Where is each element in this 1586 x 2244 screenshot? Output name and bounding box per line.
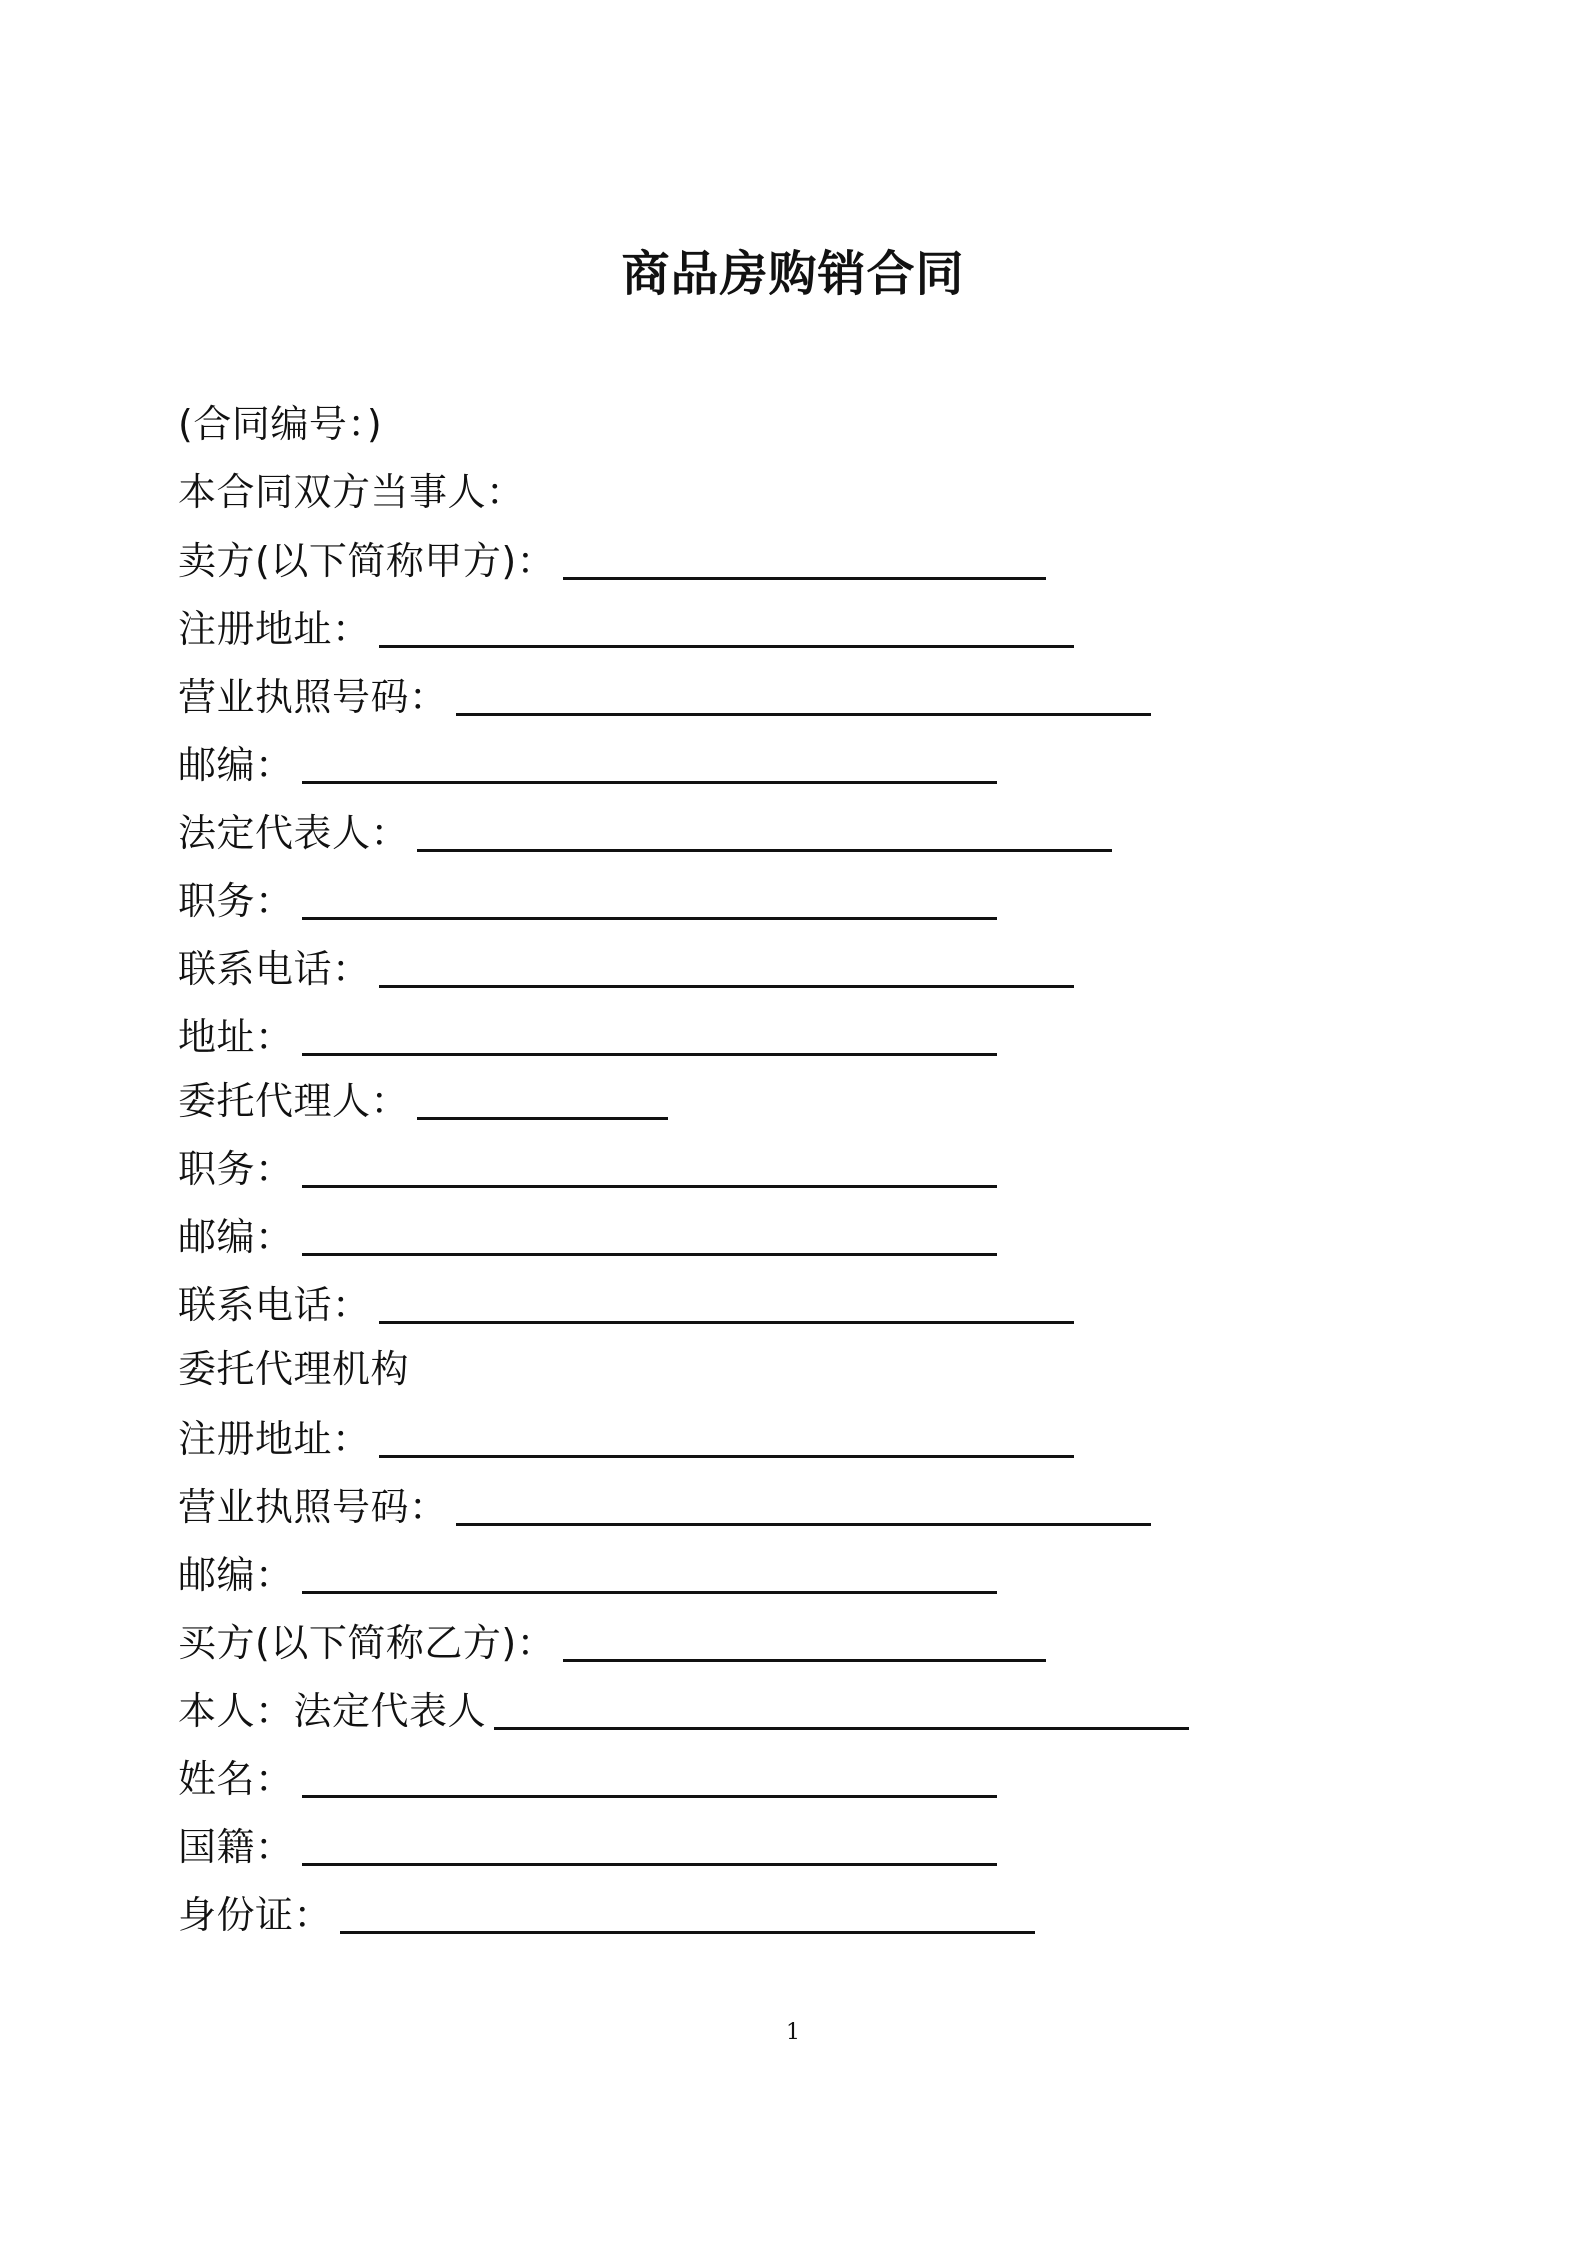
field-blank[interactable] bbox=[379, 1451, 1074, 1458]
field-label: 营业执照号码： bbox=[178, 675, 448, 719]
field-label: 法定代表人： bbox=[178, 811, 410, 855]
field-row bbox=[178, 1143, 997, 1195]
field-label: 注册地址： bbox=[178, 607, 371, 651]
field-row bbox=[178, 1211, 997, 1263]
contract-number-line: (合同编号：) bbox=[178, 402, 383, 446]
field-blank[interactable] bbox=[302, 1249, 997, 1256]
field-row bbox=[178, 875, 997, 927]
field-label: 姓名： bbox=[178, 1757, 294, 1801]
field-blank[interactable] bbox=[563, 573, 1046, 580]
field-row bbox=[178, 603, 1074, 655]
field-label: 委托代理机构 bbox=[178, 1347, 410, 1391]
field-label: 联系电话： bbox=[178, 947, 371, 991]
field-row bbox=[178, 739, 997, 791]
field-row bbox=[178, 1279, 1074, 1331]
field-row bbox=[178, 807, 1112, 859]
field-label: 委托代理人： bbox=[178, 1079, 410, 1123]
field-label: 卖方(以下简称甲方)： bbox=[178, 539, 556, 583]
field-row bbox=[178, 1889, 1035, 1941]
field-blank[interactable] bbox=[417, 1113, 668, 1120]
field-blank[interactable] bbox=[494, 1723, 1189, 1730]
field-row bbox=[178, 1075, 668, 1127]
field-row bbox=[178, 1753, 997, 1805]
field-label: 买方(以下简称乙方)： bbox=[178, 1621, 556, 1665]
field-row bbox=[178, 1343, 409, 1395]
field-blank[interactable] bbox=[456, 709, 1151, 716]
field-blank[interactable] bbox=[302, 1181, 997, 1188]
field-label: 邮编： bbox=[178, 743, 294, 787]
field-blank[interactable] bbox=[340, 1927, 1035, 1934]
field-row bbox=[178, 943, 1074, 995]
field-label: 身份证： bbox=[178, 1893, 333, 1937]
field-row bbox=[178, 671, 1151, 723]
field-label: 国籍： bbox=[178, 1825, 294, 1869]
document-title: 商品房购销合同 bbox=[621, 246, 965, 302]
field-blank[interactable] bbox=[379, 641, 1074, 648]
field-label: 地址： bbox=[178, 1015, 294, 1059]
field-blank[interactable] bbox=[456, 1519, 1151, 1526]
field-label: 注册地址： bbox=[178, 1417, 371, 1461]
field-label: 邮编： bbox=[178, 1215, 294, 1259]
field-blank[interactable] bbox=[563, 1655, 1046, 1662]
field-row bbox=[178, 1413, 1074, 1465]
field-label: 本人：法定代表人 bbox=[178, 1689, 487, 1733]
field-blank[interactable] bbox=[302, 1049, 997, 1056]
field-row bbox=[178, 1011, 997, 1063]
page-number: 1 bbox=[786, 2020, 800, 2045]
field-row bbox=[178, 535, 1046, 587]
field-blank[interactable] bbox=[302, 913, 997, 920]
field-label: 邮编： bbox=[178, 1553, 294, 1597]
field-blank[interactable] bbox=[302, 1791, 997, 1798]
field-blank[interactable] bbox=[379, 981, 1074, 988]
field-blank[interactable] bbox=[417, 845, 1112, 852]
field-row bbox=[178, 1481, 1151, 1533]
field-blank[interactable] bbox=[379, 1317, 1074, 1324]
field-blank[interactable] bbox=[302, 1587, 997, 1594]
field-blank[interactable] bbox=[302, 1859, 997, 1866]
field-label: 职务： bbox=[178, 1147, 294, 1191]
parties-heading: 本合同双方当事人： bbox=[178, 470, 525, 514]
field-row bbox=[178, 1821, 997, 1873]
field-label: 联系电话： bbox=[178, 1283, 371, 1327]
field-label: 营业执照号码： bbox=[178, 1485, 448, 1529]
field-row bbox=[178, 1685, 1189, 1737]
field-row bbox=[178, 1549, 997, 1601]
field-label: 职务： bbox=[178, 879, 294, 923]
field-blank[interactable] bbox=[302, 777, 997, 784]
field-row bbox=[178, 1617, 1046, 1669]
